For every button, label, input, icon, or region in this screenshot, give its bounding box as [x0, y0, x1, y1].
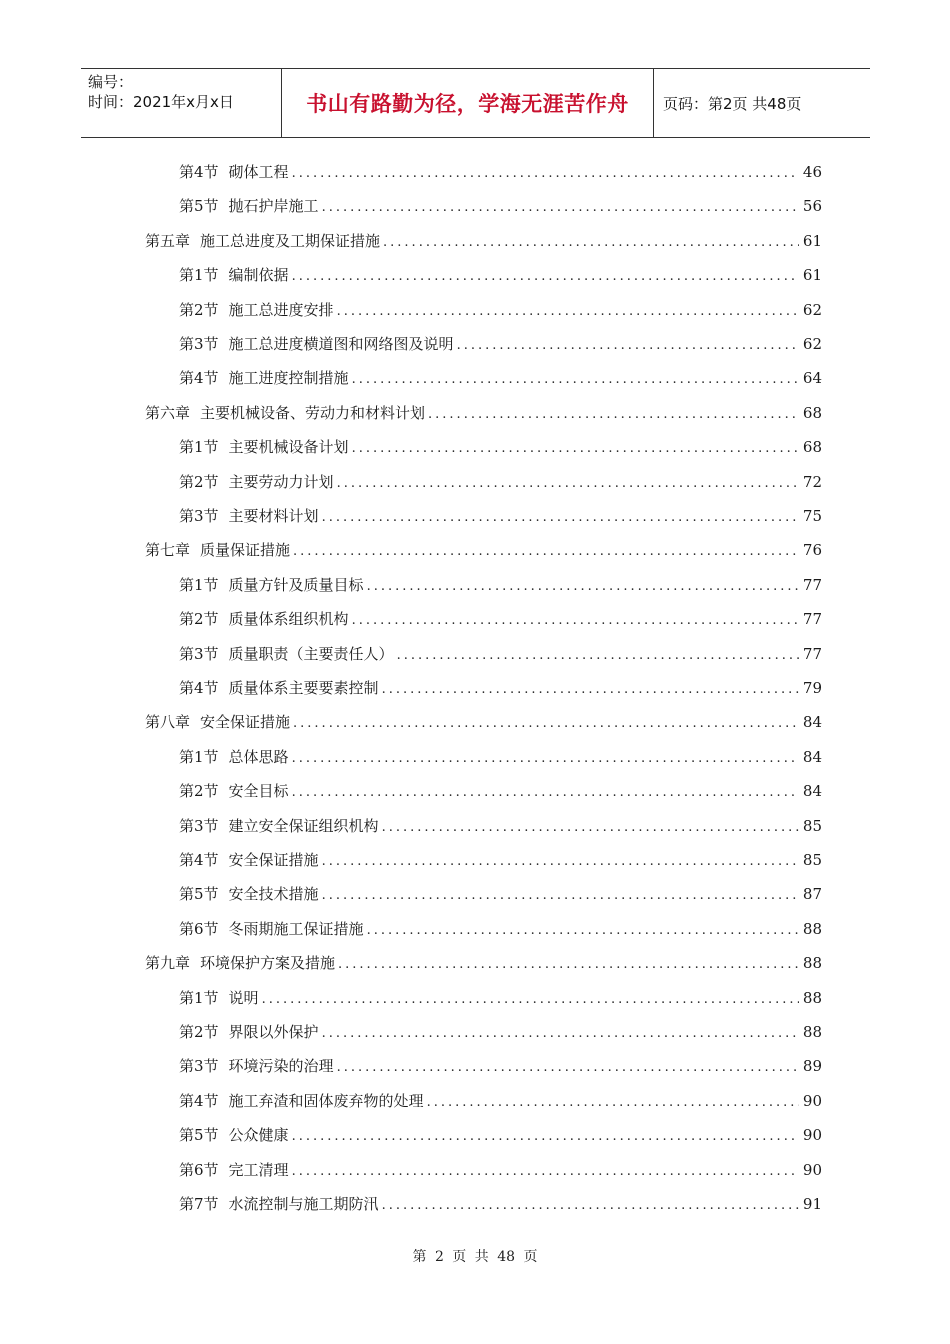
toc-entry-number: 第4节	[179, 369, 219, 388]
toc-entry-page: 90	[802, 1160, 822, 1179]
toc-entry-page: 77	[802, 575, 822, 594]
toc-entry-page: 79	[802, 679, 822, 697]
toc-leader-dots	[293, 541, 799, 561]
toc-entry-page: 64	[802, 369, 822, 388]
toc-section-entry[interactable]	[179, 1193, 822, 1215]
toc-leader-dots	[337, 301, 799, 321]
toc-entry-number: 第1节	[179, 988, 219, 1007]
toc-leader-dots	[367, 576, 799, 596]
toc-chapter-entry[interactable]	[145, 952, 822, 974]
toc-entry-title: 冬雨期施工保证措施	[228, 919, 364, 938]
toc-leader-dots	[292, 1126, 799, 1146]
toc-section-entry[interactable]	[179, 780, 822, 802]
toc-entry-number: 第4节	[179, 1091, 219, 1110]
toc-leader-dots	[337, 1057, 799, 1077]
toc-entry-title: 质量方针及质量目标	[228, 575, 364, 594]
document-number-label: 编号：	[88, 73, 134, 91]
toc-entry-number: 第3节	[179, 644, 219, 663]
toc-entry-page: 72	[802, 472, 822, 491]
toc-leader-dots	[322, 851, 799, 871]
toc-entry-page: 56	[802, 197, 822, 216]
toc-entry-number: 第六章	[145, 403, 191, 422]
toc-section-entry[interactable]	[179, 746, 822, 768]
toc-section-entry[interactable]	[179, 505, 822, 527]
toc-entry-title: 安全技术措施	[228, 885, 319, 904]
toc-entry-page: 90	[802, 1126, 822, 1145]
toc-entry-page: 77	[802, 644, 822, 663]
toc-section-entry[interactable]	[179, 436, 822, 458]
toc-section-entry[interactable]	[179, 815, 822, 837]
toc-leader-dots	[292, 163, 799, 183]
toc-entry-title: 主要机械设备计划	[228, 438, 349, 457]
toc-leader-dots	[292, 1161, 799, 1181]
toc-section-entry[interactable]	[179, 161, 822, 183]
toc-entry-number: 第九章	[145, 954, 191, 973]
toc-entry-number: 第2节	[179, 782, 219, 801]
toc-entry-page: 88	[802, 988, 822, 1007]
toc-leader-dots	[292, 782, 799, 802]
toc-entry-title: 施工总进度安排	[228, 300, 334, 319]
toc-section-entry[interactable]	[179, 883, 822, 905]
toc-leader-dots	[292, 748, 799, 768]
toc-entry-title: 主要材料计划	[228, 507, 319, 525]
toc-entry-title: 抛石护岸施工	[228, 197, 319, 216]
toc-leader-dots	[293, 713, 799, 733]
toc-entry-number: 第4节	[179, 163, 219, 181]
toc-entry-title: 公众健康	[228, 1126, 289, 1145]
toc-entry-title: 主要机械设备、劳动力和材料计划	[200, 403, 426, 422]
toc-section-entry[interactable]	[179, 849, 822, 871]
toc-entry-number: 第6节	[179, 1160, 219, 1179]
toc-leader-dots	[397, 645, 799, 665]
toc-entry-number: 第1节	[179, 575, 219, 594]
toc-entry-page: 91	[802, 1195, 822, 1213]
toc-section-entry[interactable]	[179, 264, 822, 286]
toc-section-entry[interactable]	[179, 1021, 822, 1043]
toc-entry-page: 61	[802, 266, 822, 285]
toc-entry-title: 施工总进度及工期保证措施	[200, 231, 381, 250]
toc-leader-dots	[292, 266, 799, 286]
toc-entry-page: 84	[802, 713, 822, 732]
toc-entry-number: 第5节	[179, 197, 219, 216]
toc-entry-page: 68	[802, 403, 822, 422]
toc-entry-page: 84	[802, 747, 822, 766]
toc-entry-number: 第2节	[179, 1023, 219, 1041]
toc-entry-title: 编制依据	[228, 266, 289, 285]
toc-entry-number: 第5节	[179, 885, 219, 904]
toc-leader-dots	[352, 438, 799, 458]
toc-leader-dots	[322, 197, 799, 217]
toc-entry-number: 第2节	[179, 472, 219, 491]
toc-entry-page: 75	[802, 507, 822, 525]
toc-entry-title: 砌体工程	[228, 163, 289, 181]
toc-section-entry[interactable]	[179, 677, 822, 699]
toc-entry-title: 施工总进度横道图和网络图及说明	[228, 335, 454, 353]
toc-entry-number: 第1节	[179, 266, 219, 285]
toc-section-entry[interactable]	[179, 1055, 822, 1077]
toc-section-entry[interactable]	[179, 574, 822, 596]
page-header	[81, 68, 870, 138]
toc-section-entry[interactable]	[179, 608, 822, 630]
toc-entry-number: 第4节	[179, 851, 219, 869]
toc-entry-title: 安全保证措施	[200, 713, 291, 732]
toc-leader-dots	[457, 335, 799, 355]
header-page-info: 页码：第2页 共48页	[663, 94, 802, 113]
toc-entry-number: 第6节	[179, 919, 219, 938]
toc-leader-dots	[322, 507, 799, 527]
toc-leader-dots	[322, 885, 799, 905]
toc-leader-dots	[352, 610, 799, 630]
toc-entry-number: 第3节	[179, 335, 219, 353]
toc-leader-dots	[262, 989, 799, 1009]
toc-entry-title: 质量职责（主要责任人）	[228, 644, 394, 663]
toc-entry-title: 环境污染的治理	[228, 1057, 334, 1076]
toc-entry-title: 完工清理	[228, 1160, 289, 1179]
toc-entry-page: 62	[802, 335, 822, 353]
toc-leader-dots	[338, 954, 799, 974]
toc-entry-number: 第5节	[179, 1126, 219, 1145]
toc-chapter-entry[interactable]	[145, 539, 822, 561]
toc-entry-page: 88	[802, 954, 822, 973]
toc-leader-dots	[427, 1092, 799, 1112]
toc-leader-dots	[382, 679, 799, 699]
toc-entry-title: 环境保护方案及措施	[200, 954, 336, 973]
toc-section-entry[interactable]	[179, 367, 822, 389]
toc-entry-number: 第1节	[179, 747, 219, 766]
toc-section-entry[interactable]	[179, 918, 822, 940]
toc-entry-title: 水流控制与施工期防汛	[228, 1195, 379, 1213]
toc-entry-title: 说明	[228, 988, 259, 1007]
toc-entry-title: 建立安全保证组织机构	[228, 816, 379, 835]
toc-entry-page: 85	[802, 851, 822, 869]
toc-entry-title: 施工弃渣和固体废弃物的处理	[228, 1091, 424, 1110]
toc-chapter-entry[interactable]	[145, 230, 822, 252]
toc-entry-title: 质量保证措施	[200, 541, 291, 560]
toc-entry-title: 施工进度控制措施	[228, 369, 349, 388]
toc-section-entry[interactable]	[179, 1090, 822, 1112]
toc-entry-number: 第2节	[179, 300, 219, 319]
toc-entry-number: 第七章	[145, 541, 191, 560]
toc-leader-dots	[367, 920, 799, 940]
toc-section-entry[interactable]	[179, 643, 822, 665]
toc-entry-number: 第八章	[145, 713, 191, 732]
toc-leader-dots	[337, 473, 799, 493]
toc-leader-dots	[383, 232, 799, 252]
toc-entry-number: 第1节	[179, 438, 219, 457]
toc-leader-dots	[322, 1023, 799, 1043]
toc-section-entry[interactable]	[179, 1124, 822, 1146]
toc-entry-number: 第3节	[179, 1057, 219, 1076]
toc-entry-page: 88	[802, 919, 822, 938]
toc-entry-page: 61	[802, 231, 822, 250]
header-motto: 书山有路勤为径，学海无涯苦作舟	[282, 69, 654, 137]
toc-entry-title: 安全目标	[228, 782, 289, 801]
toc-entry-number: 第3节	[179, 816, 219, 835]
toc-leader-dots	[382, 1195, 799, 1215]
toc-entry-title: 质量体系主要要素控制	[228, 679, 379, 697]
toc-entry-page: 68	[802, 438, 822, 457]
toc-section-entry[interactable]	[179, 299, 822, 321]
toc-entry-page: 90	[802, 1091, 822, 1110]
toc-entry-page: 84	[802, 782, 822, 801]
toc-entry-page: 85	[802, 816, 822, 835]
page-footer: 第 2 页 共 48 页	[412, 1249, 538, 1265]
header-meta	[81, 69, 282, 137]
toc-entry-title: 安全保证措施	[228, 851, 319, 869]
toc-leader-dots	[382, 817, 799, 837]
toc-entry-page: 76	[802, 541, 822, 560]
toc-entry-title: 总体思路	[228, 747, 289, 766]
toc-entry-page: 88	[802, 1023, 822, 1041]
toc-chapter-entry[interactable]	[145, 402, 822, 424]
toc-entry-page: 62	[802, 300, 822, 319]
toc-entry-title: 主要劳动力计划	[228, 472, 334, 491]
toc-section-entry[interactable]	[179, 195, 822, 217]
toc-entry-number: 第2节	[179, 610, 219, 629]
toc-entry-page: 87	[802, 885, 822, 904]
toc-entry-title: 质量体系组织机构	[228, 610, 349, 629]
toc-entry-page: 46	[802, 163, 822, 181]
toc-entry-page: 77	[802, 610, 822, 629]
toc-entry-number: 第4节	[179, 679, 219, 697]
toc-entry-number: 第7节	[179, 1195, 219, 1213]
toc-leader-dots	[428, 404, 799, 424]
toc-leader-dots	[352, 369, 799, 389]
toc-entry-title: 界限以外保护	[228, 1023, 319, 1041]
toc-entry-page: 89	[802, 1057, 822, 1076]
toc-section-entry[interactable]	[179, 987, 822, 1009]
toc-section-entry[interactable]	[179, 1159, 822, 1181]
toc-section-entry[interactable]	[179, 471, 822, 493]
toc-chapter-entry[interactable]	[145, 711, 822, 733]
toc-section-entry[interactable]	[179, 333, 822, 355]
toc-entry-number: 第3节	[179, 507, 219, 525]
document-date: 时间：2021年x月x日	[88, 93, 234, 111]
toc-entry-number: 第五章	[145, 231, 191, 250]
